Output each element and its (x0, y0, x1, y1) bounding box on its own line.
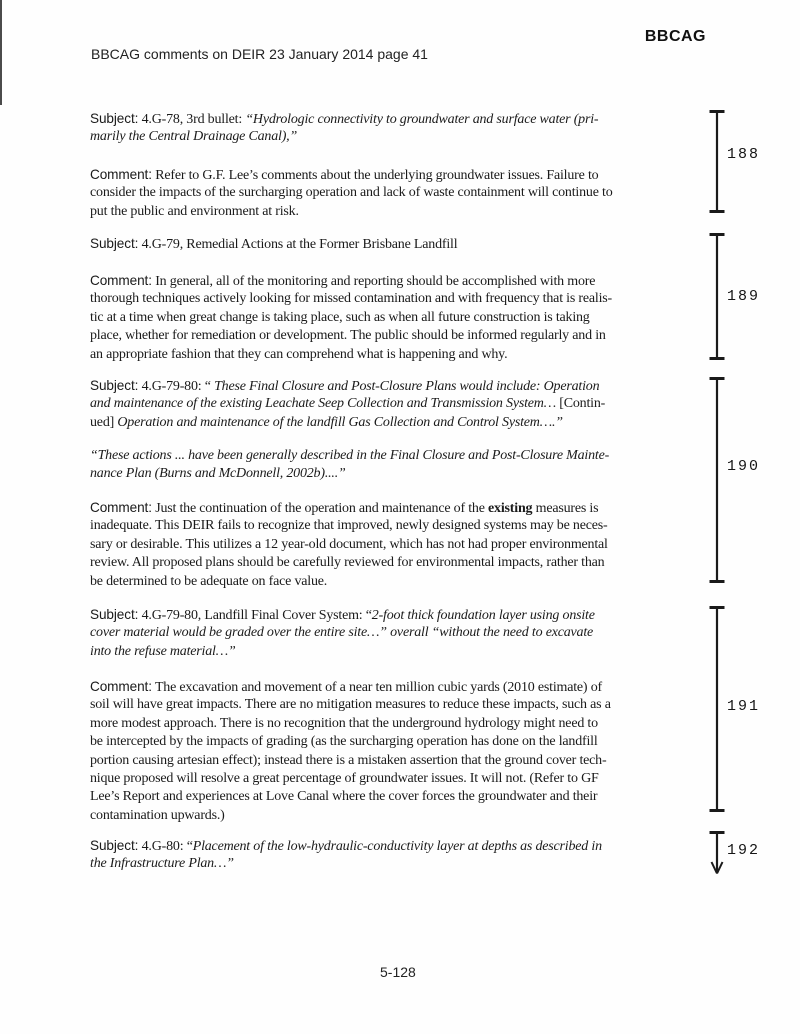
text-line (90, 346, 730, 364)
text-line (90, 395, 730, 413)
comment-189 (90, 272, 730, 364)
text-segment: Refer to G.F. Lee’s comments about the underlying groundwater issues. Failure to (151, 168, 599, 183)
span-bracket-icon (708, 606, 728, 812)
text-line (90, 536, 730, 554)
span-bracket-icon (708, 377, 728, 583)
subject-4g79 (90, 235, 730, 253)
text-segment: [Contin- (559, 396, 606, 412)
text-segment: inadequate. This DEIR fails to recognize that improved, newly designed systems may be neces- (90, 518, 608, 534)
comment-number-190: 190 (727, 458, 761, 475)
text-segment: cover material would be graded over the entire site…” overall “without the need to excavate (90, 625, 594, 641)
field-label: Comment: (90, 273, 152, 288)
text-segment: nique proposed will resolve a great percentage of groundwater issues. It will not. (Refer to GF (90, 770, 599, 786)
text-line (90, 110, 730, 128)
field-label: Subject: (90, 607, 139, 622)
text-segment: put the public and environment at risk. (90, 203, 299, 219)
text-segment: into the refuse material…” (90, 643, 236, 659)
field-label: Subject: (90, 236, 139, 251)
text-segment: “These actions ... have been generally described in the Final Closure and Post-Closure Mainte- (90, 448, 610, 463)
field-label: Comment: (90, 167, 152, 182)
text-line (90, 327, 730, 345)
text-line (90, 606, 730, 624)
text-line (90, 715, 730, 733)
text-line (90, 499, 730, 517)
text-segment: ued] (90, 414, 118, 430)
text-line (90, 465, 730, 483)
text-line (90, 414, 730, 432)
text-segment: 4.G-79-80, Landfill Final Cover System: “ (138, 608, 372, 623)
comment-number-192: 192 (727, 842, 761, 859)
text-line (90, 203, 730, 221)
text-segment: tic at a time when great change is taking place, such as when all future construction is taking (90, 309, 590, 325)
scan-edge-artifact (0, 0, 2, 105)
text-line (90, 573, 730, 591)
field-label: Subject: (90, 838, 139, 853)
span-arrow-down-icon (708, 831, 728, 875)
text-line (90, 770, 730, 788)
text-line (90, 128, 730, 146)
field-label: Comment: (90, 500, 152, 515)
text-segment: In general, all of the monitoring and reporting should be accomplished with more (151, 274, 596, 289)
text-segment: be determined to be adequate on face value. (90, 573, 328, 589)
text-segment: contamination upwards.) (90, 807, 225, 823)
comment-188 (90, 166, 730, 221)
text-line (90, 309, 730, 327)
text-segment: existing (488, 501, 533, 516)
field-label: Subject: (90, 111, 139, 126)
field-label: Subject: (90, 378, 139, 393)
text-segment: 4.G-80: “ (138, 839, 193, 854)
field-label: Comment: (90, 679, 152, 694)
header-org-label: BBCAG (644, 28, 706, 45)
subject-4g78 (90, 110, 730, 147)
text-segment: Just the continuation of the operation and maintenance of the (151, 501, 489, 516)
header-document-title: BBCAG comments on DEIR 23 January 2014 page 41 (91, 46, 428, 62)
text-segment: Operation and maintenance of the landfill Gas Collection and Control System….” (117, 414, 563, 430)
text-line (90, 752, 730, 770)
text-segment: 4.G-79, Remedial Actions at the Former Brisbane Landfill (138, 237, 458, 252)
text-segment: “Hydrologic connectivity to groundwater and surface water (pri- (245, 112, 599, 127)
page-number: 5-128 (380, 964, 416, 980)
text-segment: 4.G-78, 3rd bullet: (138, 112, 246, 127)
text-segment: more modest approach. There is no recognition that the underground hydrology might need to (90, 715, 598, 731)
text-segment: place, whether for remediation or development. The public should be informed regularly and in (90, 328, 606, 344)
text-line (90, 517, 730, 535)
text-line (90, 837, 730, 855)
subject-landfill-cover (90, 606, 730, 661)
text-line (90, 272, 730, 290)
text-segment: and maintenance of the existing Leachate Seep Collection and Transmission System… (90, 396, 560, 412)
text-line (90, 554, 730, 572)
span-bracket-icon (708, 110, 728, 213)
text-segment: portion causing artesian effect); instead there is a mistaken assertion that the ground cover tech- (90, 752, 607, 768)
text-segment: thorough techniques actively looking for missed contamination and with frequency that is realis- (90, 291, 612, 307)
text-line (90, 855, 730, 873)
quote-burns-mcdonnell (90, 447, 730, 484)
text-segment: The excavation and movement of a near ten million cubic yards (2010 estimate) of (151, 680, 602, 695)
comment-191 (90, 678, 730, 825)
text-line (90, 447, 730, 465)
text-segment: 2-foot thick foundation layer using onsite (371, 608, 595, 623)
text-segment: be intercepted by the impacts of grading (as the surcharging operation has done on the landfill (90, 734, 598, 750)
text-line (90, 678, 730, 696)
comment-190 (90, 499, 730, 591)
text-segment: consider the impacts of the surcharging operation and lack of waste containment will continue to (90, 185, 613, 201)
text-line (90, 377, 730, 395)
text-line (90, 788, 730, 806)
text-segment: measures is (532, 501, 599, 516)
comment-number-191: 191 (727, 698, 761, 715)
text-segment: Lee’s Report and experiences at Love Canal where the cover forces the groundwater and their (90, 789, 598, 805)
text-line (90, 696, 730, 714)
text-segment: Placement of the low-hydraulic-conductivity layer at depths as described in (192, 839, 602, 854)
span-bracket-icon (708, 233, 728, 360)
text-segment: review. All proposed plans should be carefully reviewed for environmental impacts, rather than (90, 555, 605, 571)
text-segment: soil will have great impacts. There are no mitigation measures to reduce these impacts, such as a (90, 697, 611, 713)
text-segment: 4.G-79-80: “ (138, 379, 215, 394)
text-line (90, 235, 730, 253)
text-segment: the Infrastructure Plan…” (90, 856, 234, 872)
text-line (90, 184, 730, 202)
text-line (90, 733, 730, 751)
text-segment: These Final Closure and Post-Closure Plans would include: Operation (214, 379, 600, 394)
comment-number-189: 189 (727, 288, 761, 305)
subject-4g80 (90, 837, 730, 874)
text-segment: sary or desirable. This utilizes a 12 year-old document, which has not had proper environmental (90, 536, 608, 552)
text-segment: marily the Central Drainage Canal),” (90, 129, 298, 145)
text-line (90, 166, 730, 184)
text-segment: nance Plan (Burns and McDonnell, 2002b)....” (90, 466, 346, 482)
subject-4g79-80 (90, 377, 730, 432)
text-line (90, 643, 730, 661)
text-line (90, 807, 730, 825)
text-line (90, 290, 730, 308)
comment-number-188: 188 (727, 146, 761, 163)
text-segment: an appropriate fashion that they can comprehend what is happening and why. (90, 346, 508, 362)
text-line (90, 624, 730, 642)
